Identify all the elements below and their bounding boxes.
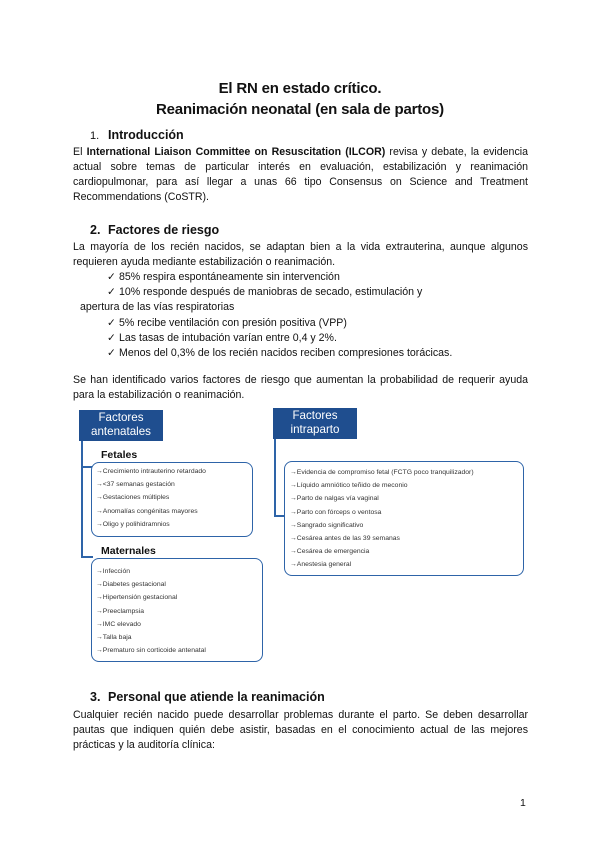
list-item: →Líquido amniótico teñido de meconio [290,482,408,490]
connector-line [81,556,93,558]
list-item: →Parto con fórceps o ventosa [290,508,382,516]
checkmark-icon: ✓ [107,347,116,360]
list-item: →Infección [96,568,131,575]
connector-line [81,440,83,558]
list-item: →Crecimiento intrauterino retardado [96,468,206,475]
list-item [78,346,528,361]
section-3-paragraph: Cualquier recién nacido puede desarrollar problemas durante el parto. Se deben desarrollar pautas que indiquen quién debe asistir, basadas en el conocimiento actual de las mejores prácticas y la auditoría clínica: [73,709,528,751]
maternales-box [91,558,263,662]
document-title-line1: El RN en estado crítico. [218,80,382,97]
bullet-text: Menos del 0,3% de los recién nacidos reciben compresiones torácicas. [119,347,453,360]
intraparto-factors-tag [273,408,357,439]
list-item: →Gestaciones múltiples [96,494,170,502]
intraparto-box [284,461,524,576]
section-3-heading [90,690,325,704]
list-item: →Sangrado significativo [290,521,364,529]
document-title-line2: Reanimación neonatal (en sala de partos) [156,101,444,118]
tag-line: antenatales [91,425,151,438]
list-item: →Parto de nalgas vía vaginal [290,495,379,503]
list-item: →IMC elevado [96,620,141,628]
checkmark-icon: ✓ [107,286,116,299]
tag-line: Factores [292,409,338,422]
section-2-paragraph: La mayoría de los recién nacidos, se adaptan bien a la vida extrauterina, aunque algunos requieren ayuda mediante estabilización o reanimación. [73,241,528,268]
section-2-heading [90,223,219,237]
section-1-number: 1. [90,130,100,142]
bullet-text: 5% recibe ventilación con presión positiva (VPP) [119,316,347,329]
section-2-title: Factores de riesgo [108,223,220,237]
intro-rest: revisa y debate, la evidencia actual sobre temas de particular interés en evaluación, estabilización y reanimación cardiopulmonar, para así llegar a unas 66 tipo Consensus on Science and Treatment Recommendations (CoSTR). [73,146,528,203]
list-item: →Anomalías congénitas mayores [96,507,198,515]
list-item: →Cesárea antes de las 39 semanas [290,535,400,543]
list-item [78,270,528,285]
section-1-heading [90,128,184,142]
list-item [78,331,528,346]
list-item: →Hipertensión gestacional [96,594,178,602]
bullet-text: Las tasas de intubación varían entre 0,4 y 2%. [119,331,337,344]
bullet-text: apertura de las vías respiratorias [80,301,235,314]
tag-line: Factores [98,411,144,424]
page-number: 1 [520,797,526,809]
section-1-title: Introducción [108,128,184,142]
bullet-text: 85% respira espontáneamente sin intervención [119,271,340,283]
list-item: →Diabetes gestacional [96,581,166,589]
list-item: →Evidencia de compromiso fetal (FCTG poco tranquilizador) [290,469,474,476]
list-item [78,285,528,300]
list-item: →Talla baja [96,634,132,642]
list-item: →Cesárea de emergencia [290,548,370,556]
section-2-paragraph-2: Se han identificado varios factores de riesgo que aumentan la probabilidad de requerir ayuda para la estabilización o reanimación. [73,374,528,401]
checkmark-icon: ✓ [107,316,116,329]
list-item-continuation [78,300,528,315]
list-item: →Prematuro sin corticoide antenatal [96,647,206,655]
section-3-number: 3. [90,690,101,704]
fetales-title: Fetales [101,449,138,461]
section-1-paragraph [73,145,528,205]
intro-prefix: El [73,146,87,158]
list-item: →Anestesia general [290,561,352,569]
risk-bullet-list [78,270,528,361]
checkmark-icon: ✓ [107,271,116,283]
list-item: →<37 semanas gestación [96,481,175,489]
list-item: →Preeclampsia [96,607,144,615]
fetales-box [91,462,253,537]
tag-line: intraparto [290,423,340,436]
antenatal-factors-tag [79,410,163,441]
section-3-title: Personal que atiende la reanimación [108,690,325,704]
ilcor-name: International Liaison Committee on Resuscitation (ILCOR) [86,146,386,158]
connector-line [274,437,276,517]
checkmark-icon: ✓ [107,331,116,344]
maternales-title: Maternales [101,545,156,557]
list-item [78,316,528,331]
bullet-text: 10% responde después de maniobras de secado, estimulación y [119,286,423,299]
list-item: →Oligo y polihidramnios [96,520,170,528]
section-2-number: 2. [90,223,101,237]
